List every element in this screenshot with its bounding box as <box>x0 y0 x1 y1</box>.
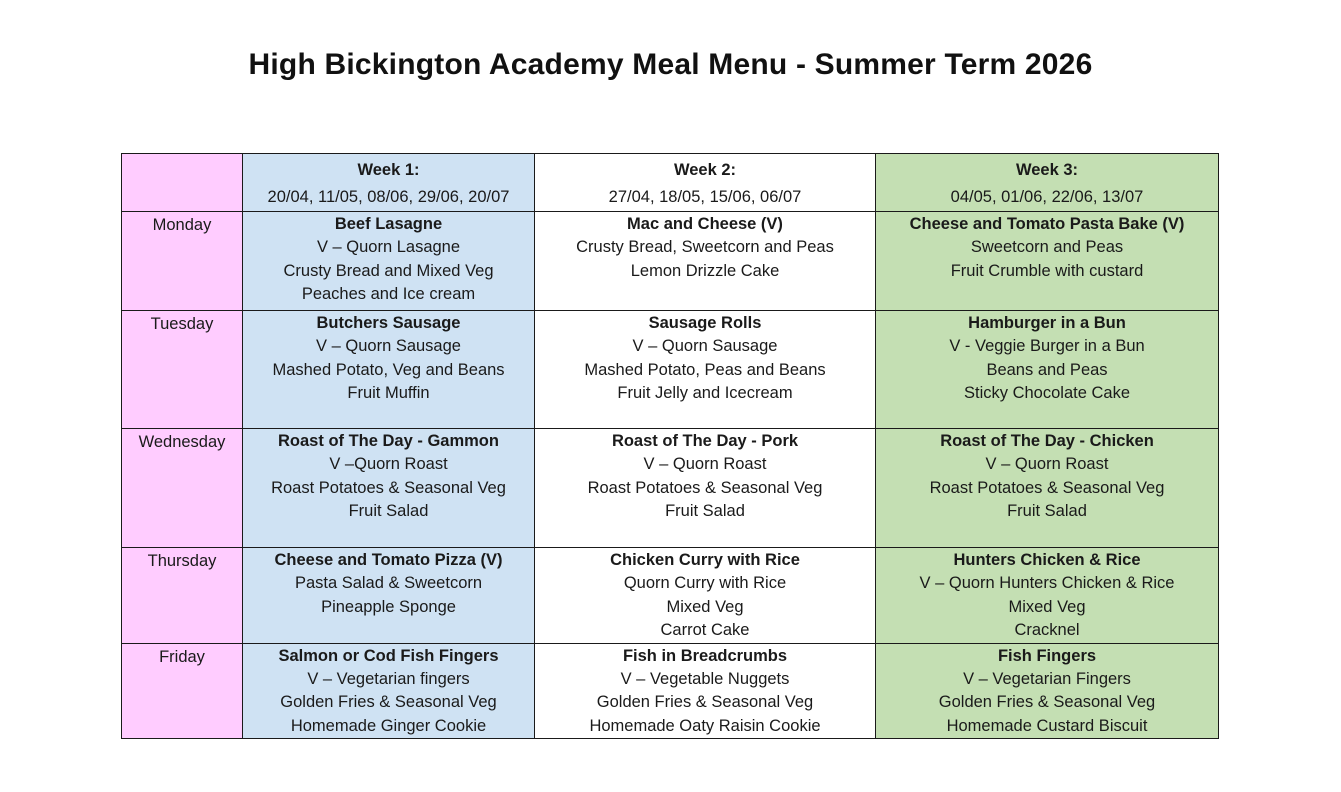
main-dish: Mac and Cheese (V) <box>627 215 783 233</box>
day-cell-monday <box>122 212 243 311</box>
meal-line: Fruit Muffin <box>347 384 430 402</box>
main-dish: Sausage Rolls <box>648 314 762 332</box>
week-1-header <box>243 154 535 212</box>
meal-line: V – Vegetable Nuggets <box>620 669 790 688</box>
meal-line: Fruit Salad <box>665 502 745 520</box>
meal-cell <box>535 548 876 644</box>
meal-line: Mixed Veg <box>666 597 744 616</box>
meal-cell <box>535 643 876 739</box>
meal-line: Fruit Jelly and Icecream <box>617 384 793 402</box>
table-row <box>122 643 1219 739</box>
meal-line: Fruit Crumble with custard <box>950 261 1144 280</box>
meal-line: Peaches and Ice cream <box>301 285 476 303</box>
main-dish: Butchers Sausage <box>316 314 461 332</box>
meal-line: Quorn Curry with Rice <box>623 574 787 592</box>
meal-line: Pasta Salad & Sweetcorn <box>294 574 483 592</box>
day-label: Wednesday <box>138 433 226 451</box>
week-2-header <box>535 154 876 212</box>
main-dish: Hunters Chicken & Rice <box>953 551 1141 569</box>
main-dish: Hamburger in a Bun <box>968 314 1126 332</box>
main-dish: Chicken Curry with Rice <box>610 551 800 569</box>
week-3-label: Week 3: <box>1015 161 1079 179</box>
meal-line: Homemade Ginger Cookie <box>290 716 487 735</box>
meal-line: V –Quorn Roast <box>329 455 448 473</box>
meal-line: Golden Fries & Seasonal Veg <box>596 693 814 711</box>
meal-line: Sweetcorn and Peas <box>970 238 1124 256</box>
main-dish: Fish in Breadcrumbs <box>622 646 788 665</box>
meal-line: Pineapple Sponge <box>321 597 456 616</box>
meal-cell <box>243 311 535 429</box>
meal-line: Beans and Peas <box>986 360 1108 379</box>
meal-line: V – Vegetarian fingers <box>307 669 470 688</box>
meal-line: V – Quorn Sausage <box>316 337 461 355</box>
day-cell-wednesday <box>122 429 243 548</box>
main-dish: Cheese and Tomato Pizza (V) <box>274 551 503 569</box>
meal-cell <box>243 548 535 644</box>
main-dish: Roast of The Day - Pork <box>611 432 799 450</box>
table-row <box>122 548 1219 644</box>
meal-line: Homemade Custard Biscuit <box>946 716 1148 735</box>
meal-line: Mashed Potato, Veg and Beans <box>272 360 505 379</box>
meal-cell <box>876 643 1219 739</box>
week-2-dates: 27/04, 18/05, 15/06, 06/07 <box>608 188 802 206</box>
meal-cell <box>535 311 876 429</box>
meal-cell <box>876 311 1219 429</box>
main-dish: Fish Fingers <box>997 646 1097 665</box>
meal-line: Carrot Cake <box>660 621 750 639</box>
main-dish: Roast of The Day - Gammon <box>278 432 499 450</box>
meal-line: V – Vegetarian Fingers <box>963 669 1131 688</box>
week-2-label: Week 2: <box>673 161 737 179</box>
header-row <box>122 154 1219 212</box>
day-label: Monday <box>152 216 212 234</box>
day-cell-friday <box>122 643 243 739</box>
table-row <box>122 311 1219 429</box>
meal-line: Sticky Chocolate Cake <box>964 384 1130 402</box>
meal-menu-table <box>121 153 1219 739</box>
meal-line: Crusty Bread, Sweetcorn and Peas <box>576 238 834 256</box>
week-1-label: Week 1: <box>357 161 420 179</box>
meal-line: Fruit Salad <box>348 502 429 520</box>
week-1-dates: 20/04, 11/05, 08/06, 29/06, 20/07 <box>267 188 510 206</box>
meal-line: V – Quorn Roast <box>985 455 1109 473</box>
meal-line: V – Quorn Roast <box>643 455 767 473</box>
table-row <box>122 429 1219 548</box>
meal-line: Golden Fries & Seasonal Veg <box>938 693 1156 711</box>
day-label: Friday <box>159 647 205 666</box>
day-cell-thursday <box>122 548 243 644</box>
meal-line: Mashed Potato, Peas and Beans <box>584 360 826 379</box>
day-label: Thursday <box>147 552 217 570</box>
day-cell-tuesday <box>122 311 243 429</box>
meal-cell <box>243 643 535 739</box>
meal-cell <box>876 548 1219 644</box>
meal-line: Fruit Salad <box>1007 502 1087 520</box>
meal-line: V – Quorn Hunters Chicken & Rice <box>919 574 1175 592</box>
main-dish: Salmon or Cod Fish Fingers <box>278 646 499 665</box>
main-dish: Roast of The Day - Chicken <box>940 432 1154 450</box>
meal-cell <box>243 429 535 548</box>
meal-line: V – Quorn Sausage <box>632 337 778 355</box>
meal-line: Roast Potatoes & Seasonal Veg <box>929 478 1165 497</box>
meal-line: V - Veggie Burger in a Bun <box>949 337 1145 355</box>
main-dish: Cheese and Tomato Pasta Bake (V) <box>909 215 1185 233</box>
meal-line: Crusty Bread and Mixed Veg <box>283 261 494 280</box>
week-3-dates: 04/05, 01/06, 22/06, 13/07 <box>950 188 1144 206</box>
table-row <box>122 212 1219 311</box>
meal-cell <box>243 212 535 311</box>
day-label: Tuesday <box>150 315 214 333</box>
meal-cell <box>535 429 876 548</box>
meal-cell <box>535 212 876 311</box>
page-title: High Bickington Academy Meal Menu - Summer Term 2026 <box>248 48 1093 81</box>
meal-cell <box>876 212 1219 311</box>
main-dish: Beef Lasagne <box>334 215 443 233</box>
meal-line: Roast Potatoes & Seasonal Veg <box>587 478 823 497</box>
meal-cell <box>876 429 1219 548</box>
meal-line: Roast Potatoes & Seasonal Veg <box>271 478 506 497</box>
meal-line: V – Quorn Lasagne <box>316 238 461 256</box>
corner-cell <box>122 154 243 212</box>
meal-line: Mixed Veg <box>1008 597 1086 616</box>
meal-line: Golden Fries & Seasonal Veg <box>280 693 497 711</box>
meal-line: Lemon Drizzle Cake <box>630 261 780 280</box>
meal-line: Homemade Oaty Raisin Cookie <box>589 716 821 735</box>
meal-line: Cracknel <box>1014 621 1080 639</box>
week-3-header <box>876 154 1219 212</box>
